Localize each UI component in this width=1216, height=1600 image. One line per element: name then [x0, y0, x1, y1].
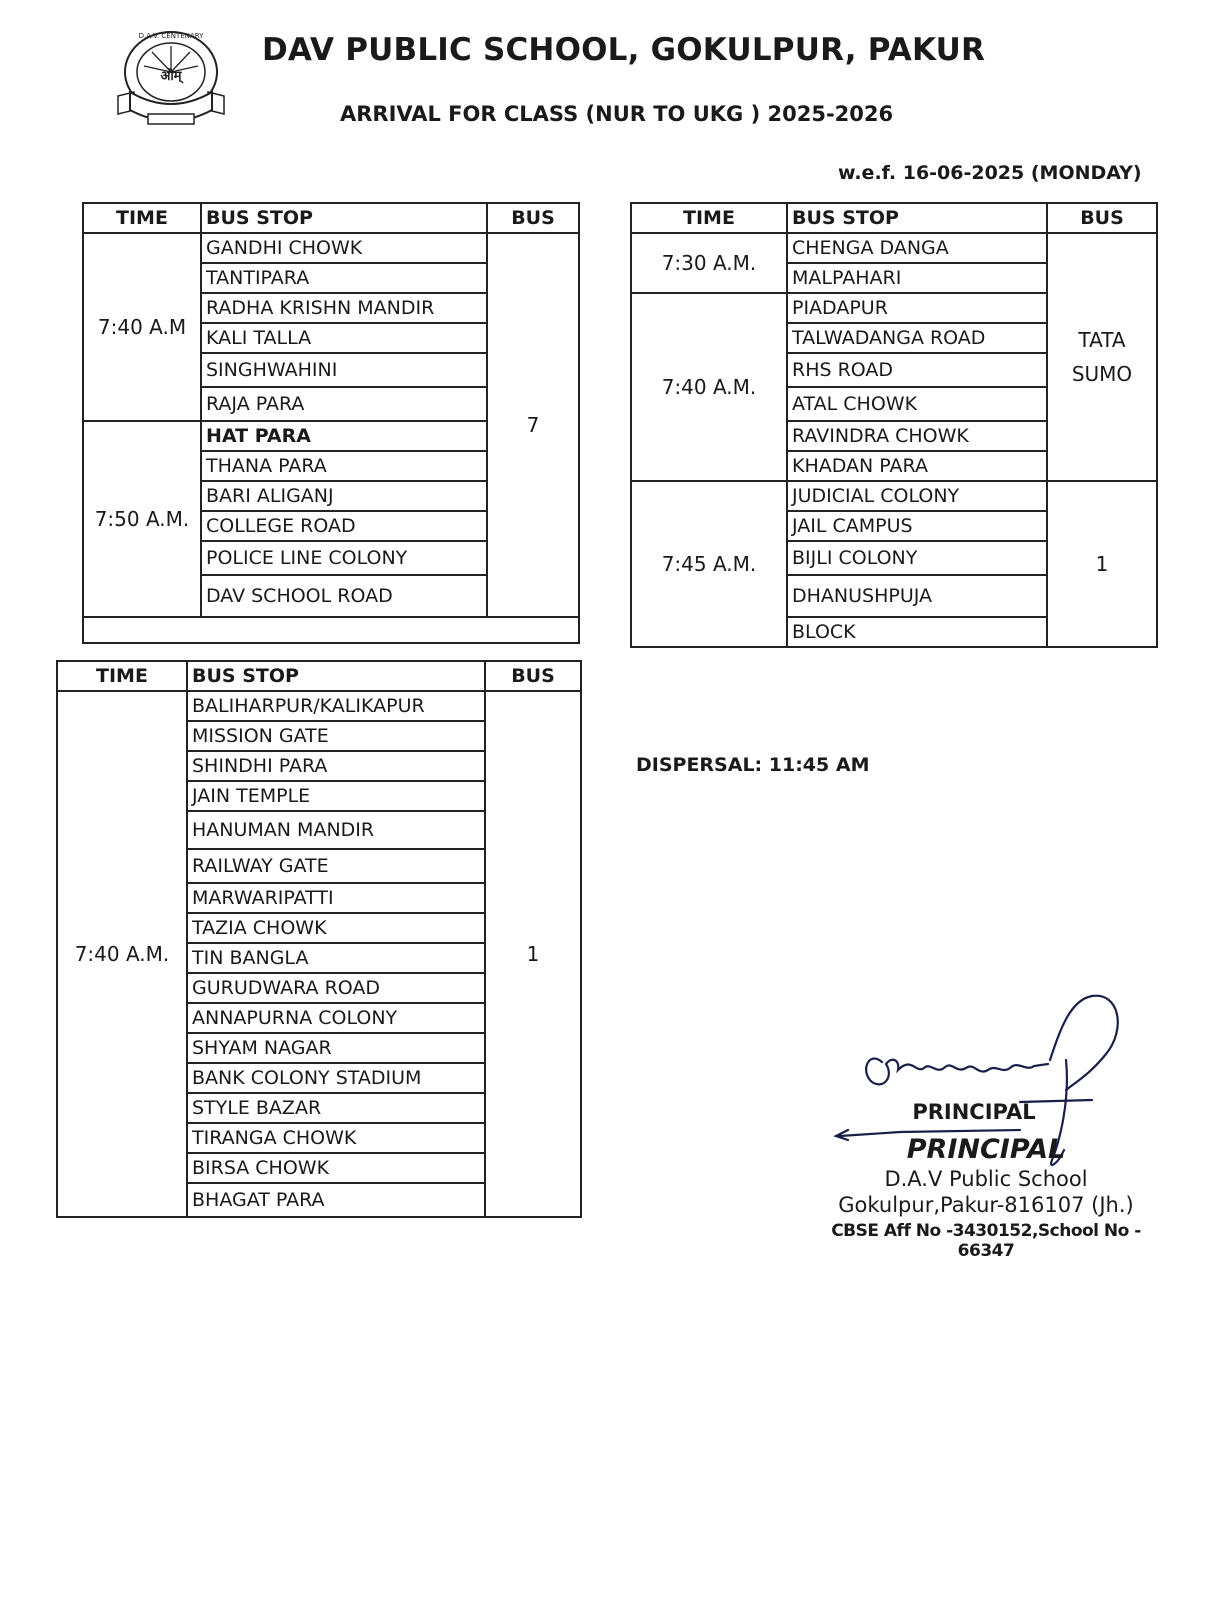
table-header-row	[83, 203, 579, 233]
bus-stop-cell: GANDHI CHOWK	[201, 233, 487, 263]
bus-stop-cell: COLLEGE ROAD	[201, 511, 487, 541]
bus-stop-cell: JUDICIAL COLONY	[787, 481, 1047, 511]
bus-stop-cell: MISSION GATE	[187, 721, 485, 751]
bus-stop-cell: BARI ALIGANJ	[201, 481, 487, 511]
principal-label: PRINCIPAL	[912, 1100, 1036, 1124]
schedule-subtitle: ARRIVAL FOR CLASS (NUR TO UKG ) 2025-2026	[340, 102, 894, 126]
bus-stop-cell: SHYAM NAGAR	[187, 1033, 485, 1063]
stamp-title: PRINCIPAL	[906, 1134, 1066, 1165]
bus-header: BUS	[1047, 203, 1157, 233]
bus-stop-cell: DAV SCHOOL ROAD	[201, 575, 487, 617]
bus-stop-cell: MALPAHARI	[787, 263, 1047, 293]
bus-cell: 7	[487, 233, 579, 617]
dispersal-time: DISPERSAL: 11:45 AM	[636, 754, 870, 776]
bus-stop-cell: BANK COLONY STADIUM	[187, 1063, 485, 1093]
principal-stamp	[826, 1100, 1146, 1261]
bus-stop-cell: BHAGAT PARA	[187, 1183, 485, 1217]
bus-stop-cell: KALI TALLA	[201, 323, 487, 353]
bus-stop-cell: TANTIPARA	[201, 263, 487, 293]
bus-cell: 1	[485, 691, 581, 1217]
svg-text:ओम्: ओम्	[160, 69, 182, 84]
school-name: DAV PUBLIC SCHOOL, GOKULPUR, PAKUR	[262, 32, 986, 68]
bus-cell: TATA SUMO	[1047, 233, 1157, 481]
schedule-table-1	[82, 202, 580, 644]
bus-stop-cell: THANA PARA	[201, 451, 487, 481]
time-cell: 7:45 A.M.	[631, 481, 787, 647]
bus-stop-cell: BIJLI COLONY	[787, 541, 1047, 575]
table-header-row	[57, 661, 581, 691]
bus-stop-cell: DHANUSHPUJA	[787, 575, 1047, 617]
bus-stop-cell: RHS ROAD	[787, 353, 1047, 387]
bus-stop-cell: KHADAN PARA	[787, 451, 1047, 481]
bus-stop-cell: TALWADANGA ROAD	[787, 323, 1047, 353]
time-cell: 7:40 A.M.	[631, 293, 787, 481]
time-cell: 7:50 A.M.	[83, 421, 201, 617]
bus-stop-cell: PIADAPUR	[787, 293, 1047, 323]
bus-stop-cell: ATAL CHOWK	[787, 387, 1047, 421]
bus-stop-header: BUS STOP	[787, 203, 1047, 233]
school-logo	[112, 26, 230, 130]
stamp-school: D.A.V Public School	[884, 1167, 1088, 1191]
bus-stop-cell: MARWARIPATTI	[187, 883, 485, 913]
table-row	[57, 691, 581, 721]
time-cell: 7:30 A.M.	[631, 233, 787, 293]
bus-stop-cell: ANNAPURNA COLONY	[187, 1003, 485, 1033]
table-row	[83, 233, 579, 263]
bus-stop-header: BUS STOP	[187, 661, 485, 691]
bus-stop-cell: RADHA KRISHN MANDIR	[201, 293, 487, 323]
bus-stop-cell: JAIL CAMPUS	[787, 511, 1047, 541]
stamp-affiliation: CBSE Aff No -3430152,School No - 66347	[831, 1221, 1141, 1261]
bus-stop-cell: RAVINDRA CHOWK	[787, 421, 1047, 451]
bus-stop-cell: SINGHWAHINI	[201, 353, 487, 387]
bus-stop-cell: TAZIA CHOWK	[187, 913, 485, 943]
effective-date: w.e.f. 16-06-2025 (MONDAY)	[838, 162, 1142, 184]
bus-stop-cell: RAILWAY GATE	[187, 849, 485, 883]
bus-stop-cell: HANUMAN MANDIR	[187, 811, 485, 849]
time-header: TIME	[83, 203, 201, 233]
time-header: TIME	[631, 203, 787, 233]
bus-stop-cell: POLICE LINE COLONY	[201, 541, 487, 575]
bus-stop-cell: JAIN TEMPLE	[187, 781, 485, 811]
bus-stop-cell: CHENGA DANGA	[787, 233, 1047, 263]
bus-stop-cell: BLOCK	[787, 617, 1047, 647]
bus-header: BUS	[487, 203, 579, 233]
schedule-table-3	[630, 202, 1158, 648]
bus-stop-cell: GURUDWARA ROAD	[187, 973, 485, 1003]
bus-stop-cell: BALIHARPUR/KALIKAPUR	[187, 691, 485, 721]
schedule-table-2	[56, 660, 582, 1218]
bus-stop-cell: TIN BANGLA	[187, 943, 485, 973]
svg-text:D.A.V. CENTENARY: D.A.V. CENTENARY	[138, 32, 204, 40]
table-header-row	[631, 203, 1157, 233]
time-cell: 7:40 A.M	[83, 233, 201, 421]
table-row	[631, 481, 1157, 511]
time-cell: 7:40 A.M.	[57, 691, 187, 1217]
bus-stop-cell: SHINDHI PARA	[187, 751, 485, 781]
time-header: TIME	[57, 661, 187, 691]
table-row	[631, 233, 1157, 263]
bus-stop-cell: STYLE BAZAR	[187, 1093, 485, 1123]
bus-header: BUS	[485, 661, 581, 691]
table-spacer-row	[83, 617, 579, 643]
bus-cell: 1	[1047, 481, 1157, 647]
bus-stop-cell: HAT PARA	[201, 421, 487, 451]
bus-stop-cell: BIRSA CHOWK	[187, 1153, 485, 1183]
stamp-address: Gokulpur,Pakur-816107 (Jh.)	[838, 1193, 1134, 1217]
bus-stop-cell: TIRANGA CHOWK	[187, 1123, 485, 1153]
bus-stop-cell: RAJA PARA	[201, 387, 487, 421]
bus-stop-header: BUS STOP	[201, 203, 487, 233]
